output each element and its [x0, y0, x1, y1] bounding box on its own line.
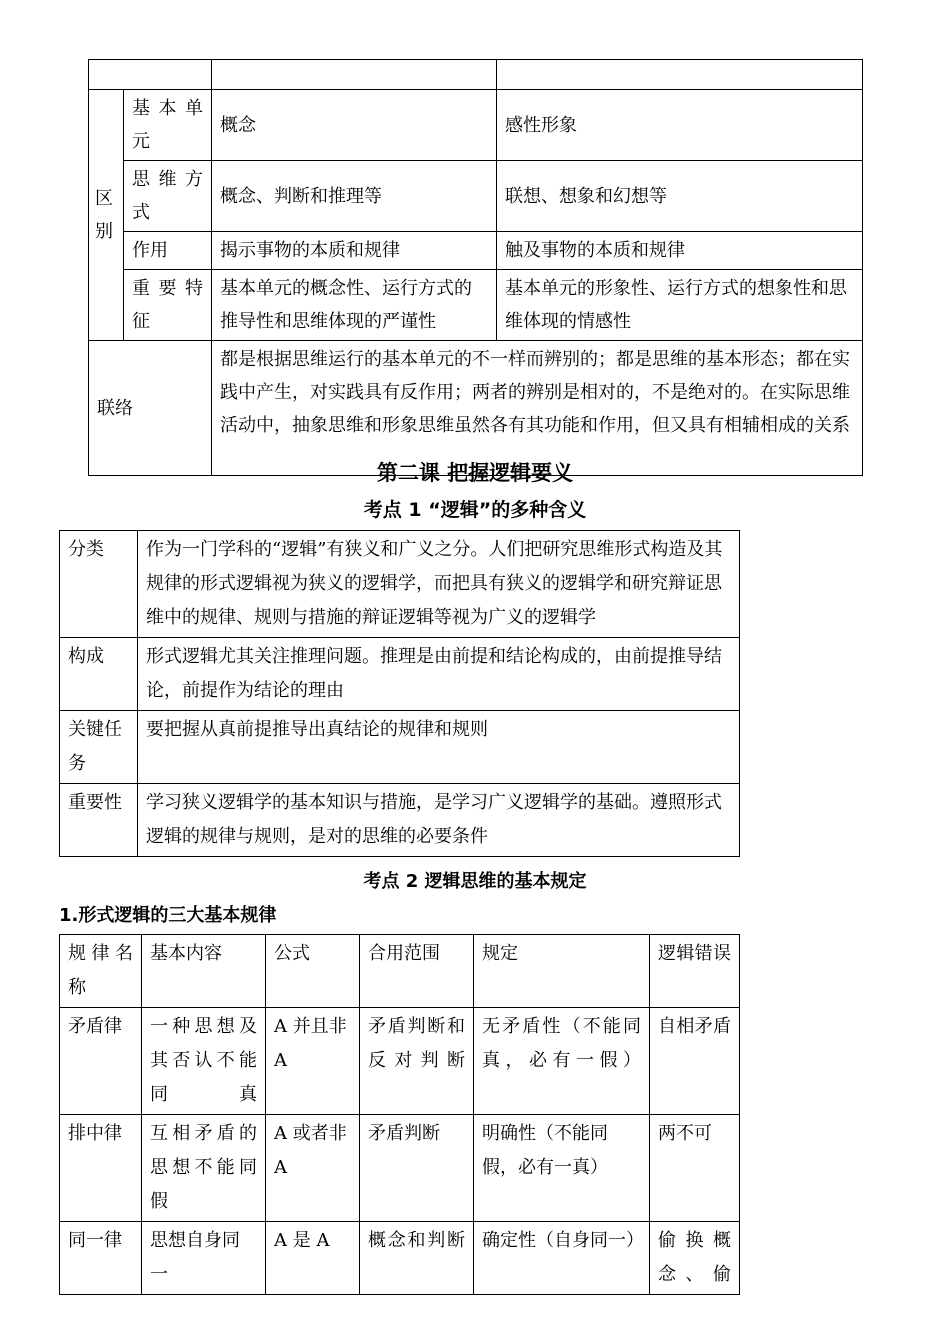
image-cell: 感性形象	[497, 90, 863, 161]
abstract-cell: 概念、判断和推理等	[212, 161, 497, 232]
table-row	[60, 531, 740, 638]
diff-label: 区别	[95, 188, 113, 242]
row-text: 形式逻辑尤其关注推理问题。推理是由前提和结论构成的，由前提推导结论，前提作为结论的理由	[138, 638, 740, 711]
table-cell: 矛盾判断	[360, 1115, 474, 1222]
table-cell: 确定性（自身同一）	[474, 1222, 650, 1295]
table-cell: 自相矛盾	[650, 1008, 740, 1115]
image-cell: 联想、想象和幻想等	[497, 161, 863, 232]
table-cell: A 是 A	[266, 1222, 360, 1295]
kp1-title: 考点 1 “逻辑”的多种含义	[363, 499, 587, 521]
table-cell: 一种思想及其否认不能同真	[142, 1008, 266, 1115]
table-row	[60, 638, 740, 711]
table-row	[89, 341, 863, 476]
kp2-title: 考点 2 逻辑思维的基本规定	[363, 871, 587, 892]
header-cell: 合用范围	[360, 935, 474, 1008]
table-cell: 思想自身同一	[142, 1222, 266, 1295]
row-label: 关键任务	[60, 711, 138, 784]
header-cell: 逻辑错误	[650, 935, 740, 1008]
image-cell: 基本单元的形象性、运行方式的想象性和思维体现的情感性	[497, 270, 863, 341]
row-label: 分类	[60, 531, 138, 638]
table-row	[89, 60, 863, 90]
table-cell: 两不可	[650, 1115, 740, 1222]
table-row	[60, 1222, 740, 1295]
three-laws-table	[59, 934, 740, 1295]
table-cell	[497, 60, 863, 90]
row-label: 基本单元	[124, 90, 212, 161]
table-cell: 偷换概念、偷	[650, 1222, 740, 1295]
table-header-row	[60, 935, 740, 1008]
abstract-cell: 基本单元的概念性、运行方式的推导性和思维体现的严谨性	[212, 270, 497, 341]
lesson-title: 第二课 把握逻辑要义	[376, 461, 574, 485]
image-cell: 触及事物的本质和规律	[497, 232, 863, 270]
comparison-table	[88, 59, 863, 476]
table-cell	[89, 60, 212, 90]
table-cell: 概念和判断	[360, 1222, 474, 1295]
table-cell: 矛盾律	[60, 1008, 142, 1115]
link-text: 都是根据思维运行的基本单元的不一样而辨别的；都是思维的基本形态；都在实践中产生，对实践具有反作用；两者的辨别是相对的，不是绝对的。在实际思维活动中，抽象思维和形象思维虽然各有其功能和作用，但又具有相辅相成的关系	[212, 341, 863, 476]
table-row	[89, 161, 863, 232]
table-row	[60, 1115, 740, 1222]
row-label: 构成	[60, 638, 138, 711]
row-text: 作为一门学科的“逻辑”有狭义和广义之分。人们把研究思维形式构造及其规律的形式逻辑视为狭义的逻辑学，而把具有狭义的逻辑学和研究辩证思维中的规律、规则与措施的辩证逻辑等视为广义的逻辑学	[138, 531, 740, 638]
table-cell: A 并且非 A	[266, 1008, 360, 1115]
row-label: 重要性	[60, 784, 138, 857]
link-label: 联络	[89, 341, 212, 476]
table-row	[89, 232, 863, 270]
row-label: 思维方式	[124, 161, 212, 232]
sub1-title: 1.形式逻辑的三大基本规律	[59, 905, 277, 926]
row-label: 作用	[124, 232, 212, 270]
logic-meaning-table	[59, 530, 740, 857]
table-row	[89, 270, 863, 341]
table-cell: 明确性（不能同假，必有一真）	[474, 1115, 650, 1222]
table-cell: 互相矛盾的思想不能同假	[142, 1115, 266, 1222]
table-cell: 矛盾判断和反对判断	[360, 1008, 474, 1115]
header-cell: 基本内容	[142, 935, 266, 1008]
table-cell: A 或者非 A	[266, 1115, 360, 1222]
table-row	[60, 784, 740, 857]
row-text: 要把握从真前提推导出真结论的规律和规则	[138, 711, 740, 784]
header-cell: 规律名称	[60, 935, 142, 1008]
table-row	[60, 711, 740, 784]
abstract-cell: 揭示事物的本质和规律	[212, 232, 497, 270]
table-row	[60, 1008, 740, 1115]
diff-label-cell	[89, 90, 124, 341]
table-cell: 同一律	[60, 1222, 142, 1295]
row-label: 重要特征	[124, 270, 212, 341]
table-cell: 排中律	[60, 1115, 142, 1222]
header-cell: 规定	[474, 935, 650, 1008]
table-row	[89, 90, 863, 161]
header-cell: 公式	[266, 935, 360, 1008]
row-text: 学习狭义逻辑学的基本知识与措施，是学习广义逻辑学的基础。遵照形式逻辑的规律与规则，是对的思维的必要条件	[138, 784, 740, 857]
table-cell: 无矛盾性（不能同真，必有一假）	[474, 1008, 650, 1115]
table-cell	[212, 60, 497, 90]
abstract-cell: 概念	[212, 90, 497, 161]
